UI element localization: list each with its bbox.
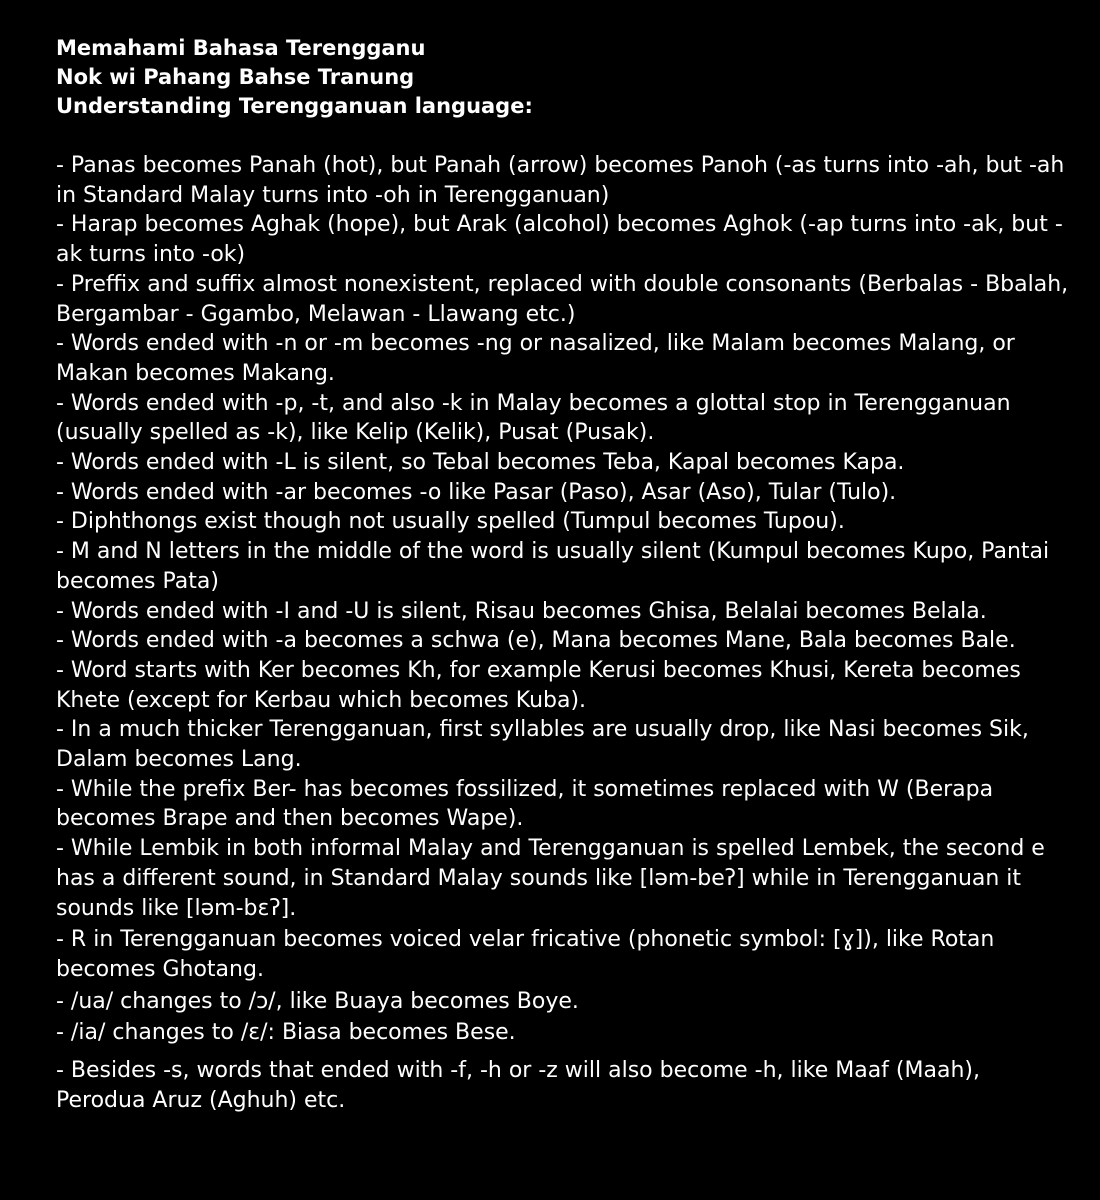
rule-item: - Panas becomes Panah (hot), but Panah (arrow) becomes Panoh (-as turns into -ah, but -ah in Standard Malay turns into -oh in Terengganuan) <box>56 153 1065 208</box>
rule-item: - While the prefix Ber- has becomes fossilized, it sometimes replaced with W (Berapa becomes Brape and then becomes Wape). <box>56 776 994 832</box>
title-block <box>56 34 1076 121</box>
rule-item: - /ia/ changes to /ɛ/: Biasa becomes Bese. <box>56 1020 516 1046</box>
rule-item: - Words ended with -a becomes a schwa (e), Mana becomes Mane, Bala becomes Bale. <box>56 628 1016 654</box>
rule-item: - Words ended with -ar becomes -o like Pasar (Paso), Asar (Aso), Tular (Tulo). <box>56 479 897 505</box>
title-english: Understanding Terengganuan language: <box>56 94 533 118</box>
rule-item: - Words ended with -p, -t, and also -k in Malay becomes a glottal stop in Terengganuan (usually spelled as -k), like Kelip (Kelik), Pusat (Pusak). <box>56 390 1011 446</box>
rule-item: - Word starts with Ker becomes Kh, for example Kerusi becomes Khusi, Kereta becomes Khete (except for Kerbau which becomes Kuba). <box>56 657 1021 713</box>
rule-item: - Words ended with -L is silent, so Tebal becomes Teba, Kapal becomes Kapa. <box>56 450 905 476</box>
rule-item: - /ua/ changes to /ɔ/, like Buaya becomes Boye. <box>56 988 579 1014</box>
document-page <box>56 34 1076 1116</box>
rules-list <box>56 151 1076 1116</box>
title-malay: Memahami Bahasa Terengganu <box>56 36 426 60</box>
rule-item: - In a much thicker Terengganuan, first syllables are usually drop, like Nasi becomes Sik, Dalam becomes Lang. <box>56 717 1029 773</box>
rule-item: - Harap becomes Aghak (hope), but Arak (alcohol) becomes Aghok (-ap turns into -ak, but -ak turns into -ok) <box>56 212 1063 268</box>
rule-item: - Preffix and suffix almost nonexistent, replaced with double consonants (Berbalas - Bbalah, Bergambar - Ggambo, Melawan - Llawang etc.) <box>56 271 1069 327</box>
rule-item: - M and N letters in the middle of the word is usually silent (Kumpul becomes Kupo, Pantai becomes Pata) <box>56 539 1050 594</box>
title-terengganuan: Nok wi Pahang Bahse Tranung <box>56 65 415 89</box>
rule-item: - While Lembik in both informal Malay and Terengganuan is spelled Lembek, the second e has a different sound, in Standard Malay sounds like [ləm-beʔ] while in Terengganuan it sounds like [ləm-bɛʔ]. <box>56 836 1045 921</box>
rule-item: - Besides -s, words that ended with -f, -h or -z will also become -h, like Maaf (Maah), Perodua Aruz (Aghuh) etc. <box>56 1058 980 1113</box>
rule-item: - Words ended with -n or -m becomes -ng or nasalized, like Malam becomes Malang, or Makan becomes Makang. <box>56 331 1015 386</box>
rule-item: - R in Terengganuan becomes voiced velar fricative (phonetic symbol: [ɣ]), like Rotan becomes Ghotang. <box>56 927 995 982</box>
rule-item: - Words ended with -I and -U is silent, Risau becomes Ghisa, Belalai becomes Belala. <box>56 598 987 624</box>
rule-item: - Diphthongs exist though not usually spelled (Tumpul becomes Tupou). <box>56 509 845 535</box>
